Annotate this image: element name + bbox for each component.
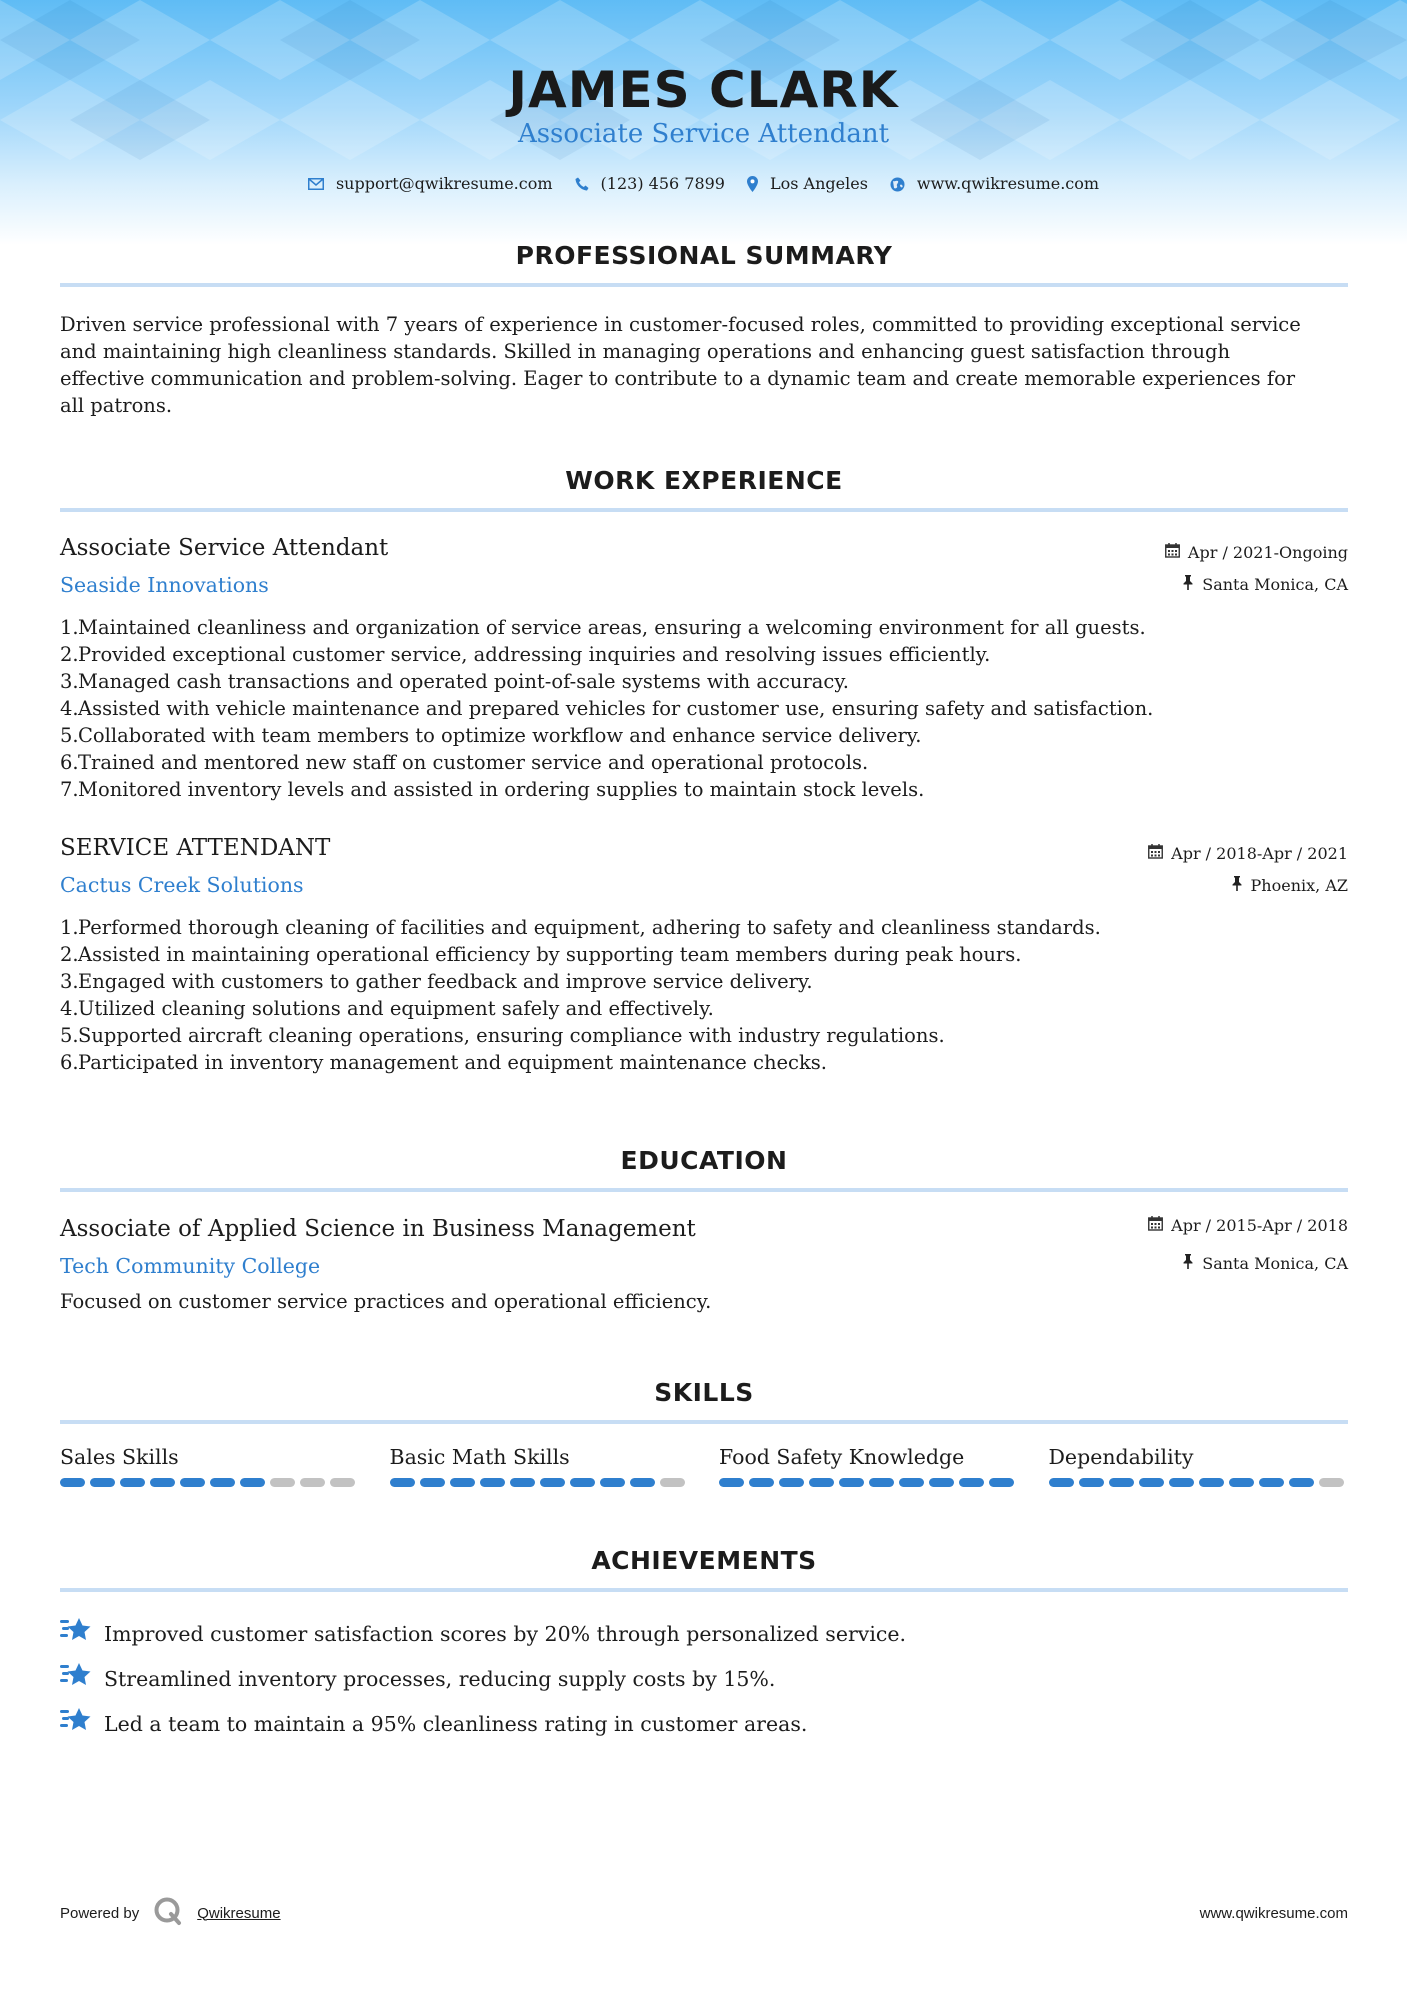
skill-dot-filled [809,1478,834,1487]
education-location-text: Santa Monica, CA [1202,1254,1348,1273]
education-location [1182,1253,1348,1275]
job-company: Cactus Creek Solutions [60,873,304,897]
job-bullets [60,614,1348,803]
skill-level-bar [719,1478,1019,1487]
skill-level-bar [1049,1478,1349,1487]
job-role: Associate Service Attendant [60,535,389,561]
skill-name: Food Safety Knowledge [719,1445,965,1469]
section-divider [60,1420,1348,1424]
star-icon [60,1616,92,1652]
job-location-text: Santa Monica, CA [1202,575,1348,594]
job-dates [1148,843,1348,865]
skill-dot-filled [600,1478,625,1487]
education-dates-text: Apr / 2015-Apr / 2018 [1171,1216,1348,1235]
education-school: Tech Community College [60,1254,321,1278]
skill-dot-filled [90,1478,115,1487]
skill-dot-filled [869,1478,894,1487]
website-text: www.qwikresume.com [916,174,1100,193]
star-icon [60,1661,92,1697]
calendar-icon [1148,843,1163,865]
calendar-icon [1165,542,1180,564]
skill-dot-filled [719,1478,744,1487]
email-text: support@qwikresume.com [335,174,553,193]
skills-list [60,1442,1348,1487]
list-item: 2. Assisted in maintaining operational efficiency by supporting team members during peak hours. [60,943,1022,966]
skill-item [719,1442,1019,1487]
education-description: Focused on customer service practices and operational efficiency. [60,1290,712,1313]
skill-item [60,1442,360,1487]
list-item: 3. Managed cash transactions and operated point-of-sale systems with accuracy. [60,670,849,693]
calendar-icon [1148,1215,1163,1237]
list-item: 5. Collaborated with team members to optimize workflow and enhance service delivery. [60,724,922,747]
resume-body [60,0,1348,1990]
pushpin-icon [1182,1253,1194,1275]
skill-dot-empty [1319,1478,1344,1487]
footer-website[interactable]: www.qwikresume.com [1199,1905,1348,1922]
pushpin-icon [1182,574,1194,596]
section-divider [60,1188,1348,1192]
list-item: 6. Trained and mentored new staff on customer service and operational protocols. [60,751,869,774]
job-company: Seaside Innovations [60,573,269,597]
experience-heading: WORK EXPERIENCE [565,466,843,495]
education-degree: Associate of Applied Science in Business Management [60,1216,696,1242]
skill-name: Basic Math Skills [389,1445,570,1469]
achievement-text: Led a team to maintain a 95% cleanliness rating in customer areas. [104,1712,808,1736]
skill-dot-filled [779,1478,804,1487]
skill-dot-filled [1169,1478,1194,1487]
list-item: 4. Utilized cleaning solutions and equipment safely and effectively. [60,997,714,1020]
section-divider [60,283,1348,287]
summary-line: all patrons. [60,394,173,417]
skill-dot-filled [390,1478,415,1487]
candidate-title: Associate Service Attendant [517,119,890,149]
skill-dot-empty [270,1478,295,1487]
pushpin-icon [1231,875,1243,897]
skill-dot-filled [899,1478,924,1487]
qwikresume-logo-icon [153,1896,183,1930]
skill-level-bar [390,1478,690,1487]
skill-dot-filled [630,1478,655,1487]
skill-dot-empty [300,1478,325,1487]
list-item: 7. Monitored inventory levels and assisted in ordering supplies to maintain stock levels. [60,778,925,801]
skill-dot-filled [1109,1478,1134,1487]
skill-dot-filled [1139,1478,1164,1487]
skill-dot-filled [540,1478,565,1487]
skill-dot-filled [1259,1478,1284,1487]
list-item: 1. Maintained cleanliness and organization of service areas, ensuring a welcoming environment for all guests. [60,616,1146,639]
job-location-text: Phoenix, AZ [1250,876,1348,895]
list-item: 1. Performed thorough cleaning of facilities and equipment, adhering to safety and cleanliness standards. [60,916,1101,939]
job-bullets [60,914,1348,1076]
skill-name: Sales Skills [60,1445,179,1469]
skill-dot-filled [510,1478,535,1487]
star-icon [60,1706,92,1742]
skill-dot-filled [480,1478,505,1487]
footer-powered-by [60,1896,281,1930]
section-divider [60,1588,1348,1592]
achievement-text: Improved customer satisfaction scores by 20% through personalized service. [104,1622,907,1646]
skill-dot-filled [959,1478,984,1487]
skill-dot-filled [1229,1478,1254,1487]
skill-dot-filled [1079,1478,1104,1487]
education-heading: EDUCATION [620,1146,788,1175]
achievement-item [60,1661,775,1697]
skill-dot-filled [180,1478,205,1487]
candidate-name: JAMES CLARK [508,61,899,119]
job-dates-text: Apr / 2018-Apr / 2021 [1171,844,1348,863]
summary-line: Driven service professional with 7 years of experience in customer-focused roles, committed to providing exceptional service [60,313,1301,336]
summary-line: effective communication and problem-solving. Eager to contribute to a dynamic team and create memorable experiences for [60,367,1296,390]
skill-dot-filled [1049,1478,1074,1487]
list-item: 6. Participated in inventory management and equipment maintenance checks. [60,1051,827,1074]
education-dates [1148,1215,1348,1237]
skill-dot-filled [210,1478,235,1487]
skill-dot-filled [420,1478,445,1487]
skill-item [390,1442,690,1487]
summary-line: and maintaining high cleanliness standards. Skilled in managing operations and enhancing guest satisfaction through [60,340,1231,363]
achievement-text: Streamlined inventory processes, reducing supply costs by 15%. [104,1667,776,1691]
skill-level-bar [60,1478,360,1487]
skill-dot-filled [120,1478,145,1487]
job-location [1231,875,1348,897]
job-dates-text: Apr / 2021-Ongoing [1187,543,1348,562]
skill-dot-filled [1289,1478,1314,1487]
skill-dot-filled [989,1478,1014,1487]
skill-dot-empty [330,1478,355,1487]
skill-dot-filled [570,1478,595,1487]
list-item: 4. Assisted with vehicle maintenance and prepared vehicles for customer use, ensuring safety and satisfaction. [60,697,1154,720]
skill-dot-filled [929,1478,954,1487]
skill-dot-filled [60,1478,85,1487]
skill-dot-filled [749,1478,774,1487]
achievement-item [60,1616,906,1652]
powered-by-label: Powered by [60,1904,140,1922]
list-item: 3. Engaged with customers to gather feedback and improve service delivery. [60,970,813,993]
skill-dot-filled [1199,1478,1224,1487]
skill-dot-filled [240,1478,265,1487]
job-location [1182,574,1348,596]
skill-name: Dependability [1048,1445,1194,1469]
skill-dot-filled [839,1478,864,1487]
achievements-heading: ACHIEVEMENTS [591,1546,817,1575]
list-item: 2. Provided exceptional customer service, addressing inquiries and resolving issues efficiently. [60,643,991,666]
phone-text: (123) 456 7899 [600,174,725,193]
summary-heading: PROFESSIONAL SUMMARY [515,241,893,270]
skill-dot-filled [150,1478,175,1487]
skill-dot-filled [450,1478,475,1487]
skills-heading: SKILLS [654,1378,754,1407]
location-text: Los Angeles [769,174,868,193]
list-item: 5. Supported aircraft cleaning operations, ensuring compliance with industry regulations. [60,1024,945,1047]
qwikresume-link[interactable]: Qwikresume [197,1904,281,1922]
achievement-item [60,1706,807,1742]
skill-item [1049,1442,1349,1487]
summary-text [60,311,1348,419]
skill-dot-empty [660,1478,685,1487]
job-role: SERVICE ATTENDANT [60,835,331,861]
job-dates [1165,542,1348,564]
section-divider [60,508,1348,512]
